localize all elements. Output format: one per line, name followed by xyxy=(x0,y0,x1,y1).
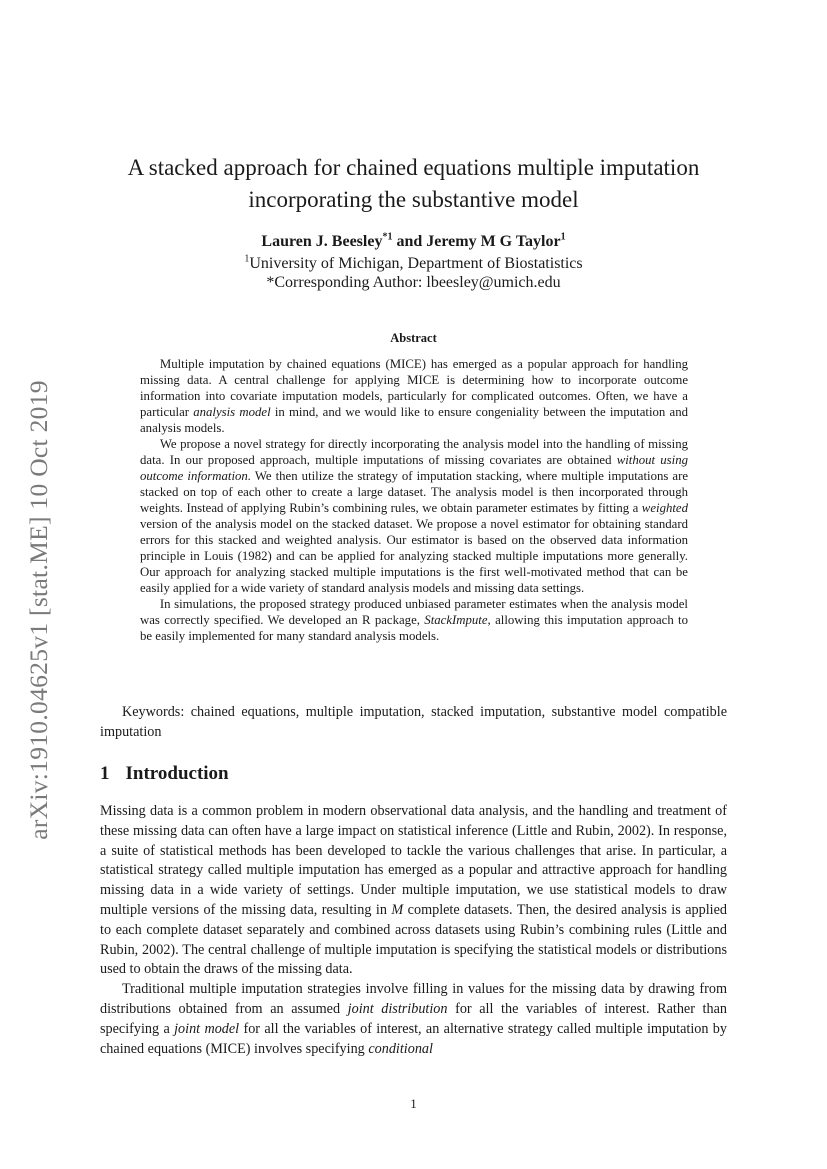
section-heading-introduction xyxy=(100,763,229,785)
abstract-paragraph-3: In simulations, the proposed strategy produced unbiased parameter estimates when the analysis model was correctly specified. We developed an R package, StackImpute, allowing this imputation approach to be easily implemented for many standard analysis models. xyxy=(140,597,689,643)
author-beesley: Lauren J. Beesley xyxy=(261,233,383,250)
affiliation-block xyxy=(100,254,727,292)
intro-paragraph-1: Missing data is a common problem in modern observational data analysis, and the handling and treatment of these missing data can often have a large impact on statistical inference (Little and Rubin, 2002). In response, a suite of statistical methods has been developed to tackle the various challenges that arise. In particular, a statistical strategy called multiple imputation has emerged as a popular and attractive approach for handling missing data in a wide variety of settings. Under multiple imputation, we use statistical models to draw multiple versions of the missing data, resulting in M complete datasets. Then, the desired analysis is applied to each complete dataset separately and combined across datasets using Rubin’s combining rules (Little and Rubin, 2002). The central challenge of multiple imputation is specifying the statistical models or distributions used to obtain the draws of the missing data. xyxy=(100,803,727,978)
title-line-2: incorporating the substantive model xyxy=(248,187,579,212)
corresponding-author: *Corresponding Author: lbeesley@umich.edu xyxy=(266,274,561,291)
author-taylor: Jeremy M G Taylor xyxy=(426,233,561,250)
paper-title xyxy=(100,152,727,216)
affiliation-mark: 1 xyxy=(244,253,250,265)
section-number: 1 xyxy=(100,763,110,784)
author-conjunction: and xyxy=(392,233,427,250)
arxiv-identifier-text: arXiv:1910.04625v1 [stat.ME] 10 Oct 2019 xyxy=(24,380,54,840)
affiliation-text: University of Michigan, Department of Biostatistics xyxy=(249,255,583,272)
arxiv-identifier-stamp xyxy=(20,355,58,865)
author-taylor-mark: 1 xyxy=(560,231,566,243)
introduction-body xyxy=(100,802,727,1059)
abstract-paragraph-2: We propose a novel strategy for directly incorporating the analysis model into the handling of missing data. In our proposed approach, multiple imputations of missing covariates are obtained without using outcome information. We then utilize the strategy of imputation stacking, where multiple imputations are stacked on top of each other to create a large dataset. The analysis model is then incorporated through weights. Instead of applying Rubin’s combining rules, we obtain parameter estimates by fitting a weighted version of the analysis model on the stacked dataset. We propose a novel estimator for obtaining standard errors for this stacked and weighted analysis. Our estimator is based on the observed data information principle in Louis (1982) and can be applied for analyzing stacked multiple imputations more generally. Our approach for analyzing stacked multiple imputations is the first well-motivated method that can be easily applied for a wide variety of standard analysis models and missing data settings. xyxy=(140,437,689,595)
abstract-heading: Abstract xyxy=(390,331,437,345)
abstract-paragraph-1: Multiple imputation by chained equations (MICE) has emerged as a popular approach for handling missing data. A central challenge for applying MICE is determining how to incorporate outcome information into covariate imputation models, particularly for complicated outcomes. Often, we have a particular analysis model in mind, and we would like to ensure congeniality between the imputation and analysis models. xyxy=(140,357,688,435)
author-beesley-mark: *1 xyxy=(382,231,393,243)
intro-paragraph-2: Traditional multiple imputation strategies involve filling in values for the missing data by drawing from distributions obtained from an assumed joint distribution for all the variables of interest. Rather than specifying a joint model for all the variables of interest, an alternative strategy called multiple imputation by chained equations (MICE) involves specifying conditional xyxy=(100,981,727,1057)
abstract-body xyxy=(140,356,688,644)
page-number: 1 xyxy=(410,1096,417,1111)
author-list xyxy=(100,232,727,252)
section-title: Introduction xyxy=(125,763,229,784)
keywords: Keywords: chained equations, multiple imputation, stacked imputation, substantive model compatible imputation xyxy=(100,704,727,740)
title-line-1: A stacked approach for chained equations multiple imputation xyxy=(127,155,700,180)
